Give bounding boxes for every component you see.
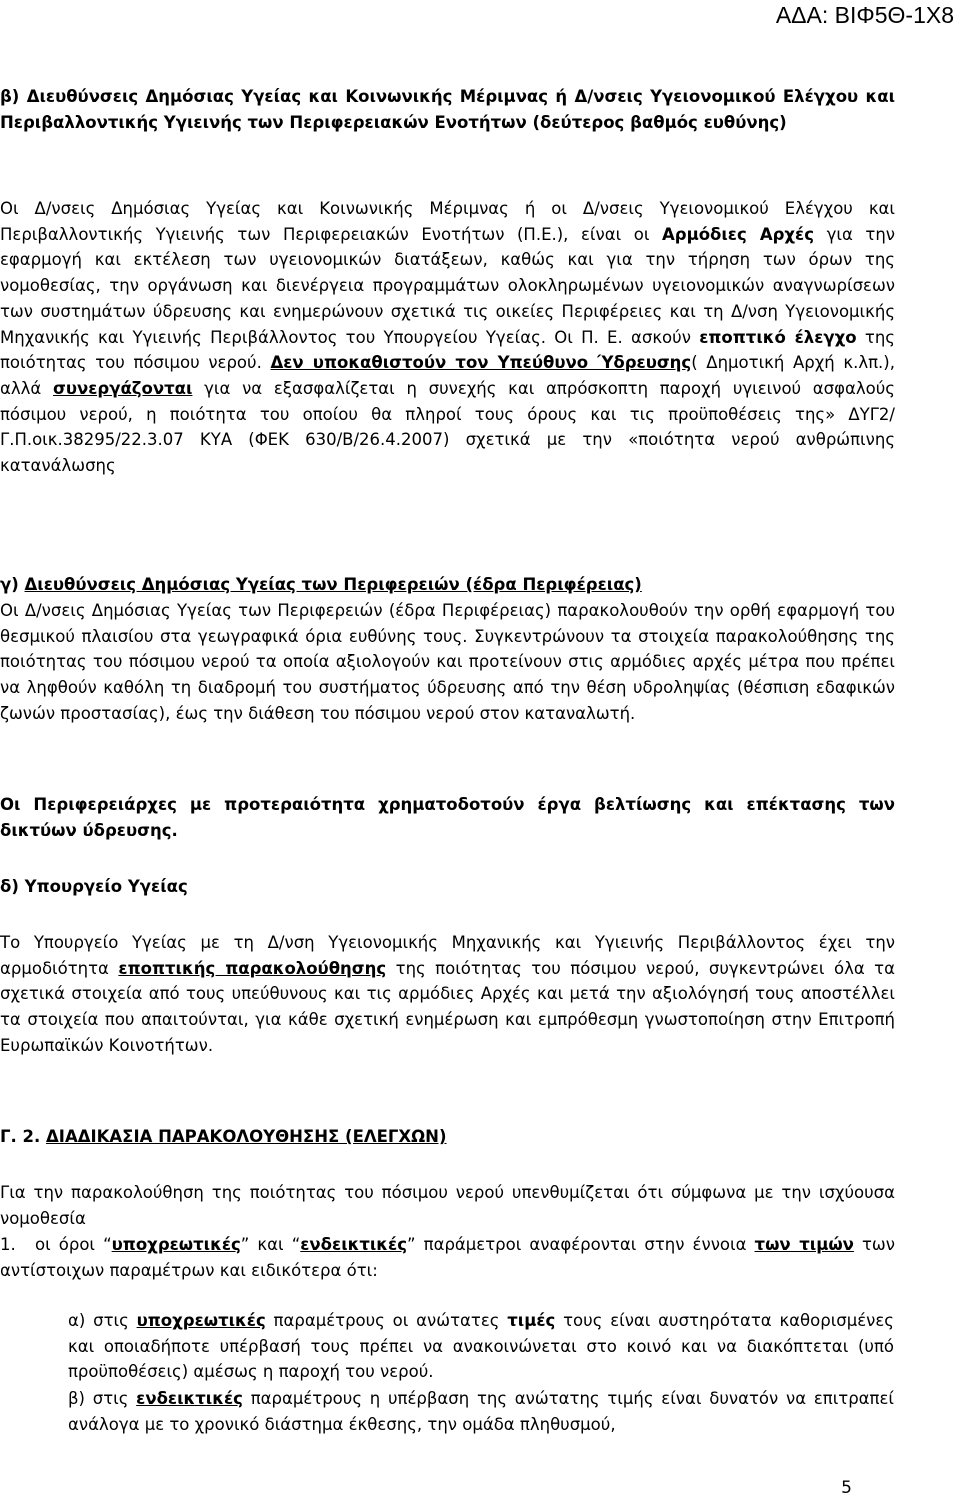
section-d-title: δ) Υπουργείο Υγείας [0, 877, 188, 896]
section-c-title: γ) Διευθύνσεις Δημόσιας Υγείας των Περιφερειών (έδρα Περιφέρειας) [0, 575, 642, 594]
section-g2-title: Γ. 2. ΔΙΑΔΙΚΑΣΙΑ ΠΑΡΑΚΟΛΟΥΘΗΣΗΣ (ΕΛΕΓΧΩΝ) [0, 1127, 447, 1146]
section-g2-intro: Για την παρακολούθηση της ποιότητας του πόσιμου νερού υπενθυμίζεται ότι σύμφωνα με την ισχύουσα νομοθεσία [0, 1183, 895, 1228]
ada-code: ΑΔΑ: ΒΙΦ5Θ-1Χ8 [775, 2, 954, 28]
page-number: 5 [841, 1478, 852, 1498]
section-c-note: Οι Περιφερειάρχες με προτεραιότητα χρηματοδοτούν έργα βελτίωσης και επέκτασης των δικτύων ύδρευσης. [0, 795, 895, 840]
sub-item-b: β) στις ενδεικτικές παραμέτρους η υπέρβαση της ανώτατης τιμής είναι δυνατόν να επιτραπεί ανάλογα με το χρονικό διάστημα έκθεσης, την ομάδα πληθυσμού, [68, 1389, 894, 1434]
list-item-1-number: 1. [0, 1235, 16, 1254]
section-b-title: β) Διευθύνσεις Δημόσιας Υγείας και Κοινωνικής Μέριμνας ή Δ/νσεις Υγειονομικού Ελέγχου και Περιβαλλοντικής Υγιεινής των Περιφερειακών Ενοτήτων (δεύτερος βαθμός ευθύνης) [0, 87, 895, 132]
sub-item-a: α) στις υποχρεωτικές παραμέτρους οι ανώτατες τιμές τους είναι αυστηρότατα καθορισμένες και οποιαδήποτε υπέρβασή τους πρέπει να ανακοινώνεται στο κοινό και να διακόπτεται (υπό προϋποθέσεις) αμέσως η παροχή του νερού. [68, 1311, 894, 1382]
section-d-paragraph: Το Υπουργείο Υγείας με τη Δ/νση Υγειονομικής Μηχανικής και Υγιεινής Περιβάλλοντος έχει την αρμοδιότητα εποπτικής παρακολούθησης της ποιότητας του πόσιμου νερού, συγκεντρώνει όλα τα σχετικά στοιχεία από τους υπεύθυνους και τις αρμόδιες Αρχές και μετά την αξιολόγησή τους αποστέλλει τα στοιχεία που απαιτούνται, για κάθε σχετική ενημέρωση και εμπρόθεσμη γνωστοποίηση στην Επιτροπή Ευρωπαϊκών Κοινοτήτων. [0, 933, 895, 1055]
list-item-1: 1. οι όροι “υποχρεωτικές” και “ενδεικτικές” παράμετροι αναφέρονται στην έννοια των τιμών των αντίστοιχων παραμέτρων και ειδικότερα ότι: [0, 1232, 895, 1283]
section-c-paragraph: Οι Δ/νσεις Δημόσιας Υγείας των Περιφερειών (έδρα Περιφέρειας) παρακολουθούν την ορθή εφαρμογή του θεσμικού πλαισίου στα γεωγραφικά όρια ευθύνης τους. Συγκεντρώνουν τα στοιχεία παρακολούθησης της ποιότητας του πόσιμου νερού τα οποία αξιολογούν και προτείνουν στις αρμόδιες αρχές μέτρα που πρέπει να ληφθούν καθόλη τη διαδρομή του συστήματος ύδρευσης από την θέση υδροληψίας (θέσπιση εδαφικών ζωνών προστασίας), έως την διάθεση του πόσιμου νερού στον καταναλωτή. [0, 601, 895, 723]
section-b-paragraph: Οι Δ/νσεις Δημόσιας Υγείας και Κοινωνικής Μέριμνας ή οι Δ/νσεις Υγειονομικού Ελέγχου και Περιβαλλοντικής Υγιεινής των Περιφερειακών Ενοτήτων (Π.Ε.), είναι οι Αρμόδιες Αρχές για την εφαρμογή και εκτέλεση των υγειονομικών διατάξεων, καθώς και για την τήρηση των όρων της νομοθεσίας, την οργάνωση και διενέργεια προγραμμάτων ολοκληρωμένων υγειονομικών αναγνωρίσεων των συστημάτων ύδρευσης και ενημερώνουν σχετικά τις οικείες Περιφέρειες και τη Δ/νση Υγειονομικής Μηχανικής και Υγιεινής Περιβάλλοντος του Υπουργείου Υγείας. Οι Π. Ε. ασκούν εποπτικό έλεγχο της ποιότητας του πόσιμου νερού. Δεν υποκαθιστούν τον Υπεύθυνο Ύδρευσης( Δημοτική Αρχή κ.λπ.), αλλά συνεργάζονται για να εξασφαλίζεται η συνεχής και απρόσκοπτη παροχή υγιεινού ασφαλούς πόσιμου νερού, η ποιότητα του οποίου θα πληροί τους όρους και τις προϋποθέσεις της» ΔΥΓ2/Γ.Π.οικ.38295/22.3.07 ΚΥΑ (ΦΕΚ 630/Β/26.4.2007) σχετικά με την «ποιότητα νερού ανθρώπινης κατανάλωσης [0, 199, 895, 476]
